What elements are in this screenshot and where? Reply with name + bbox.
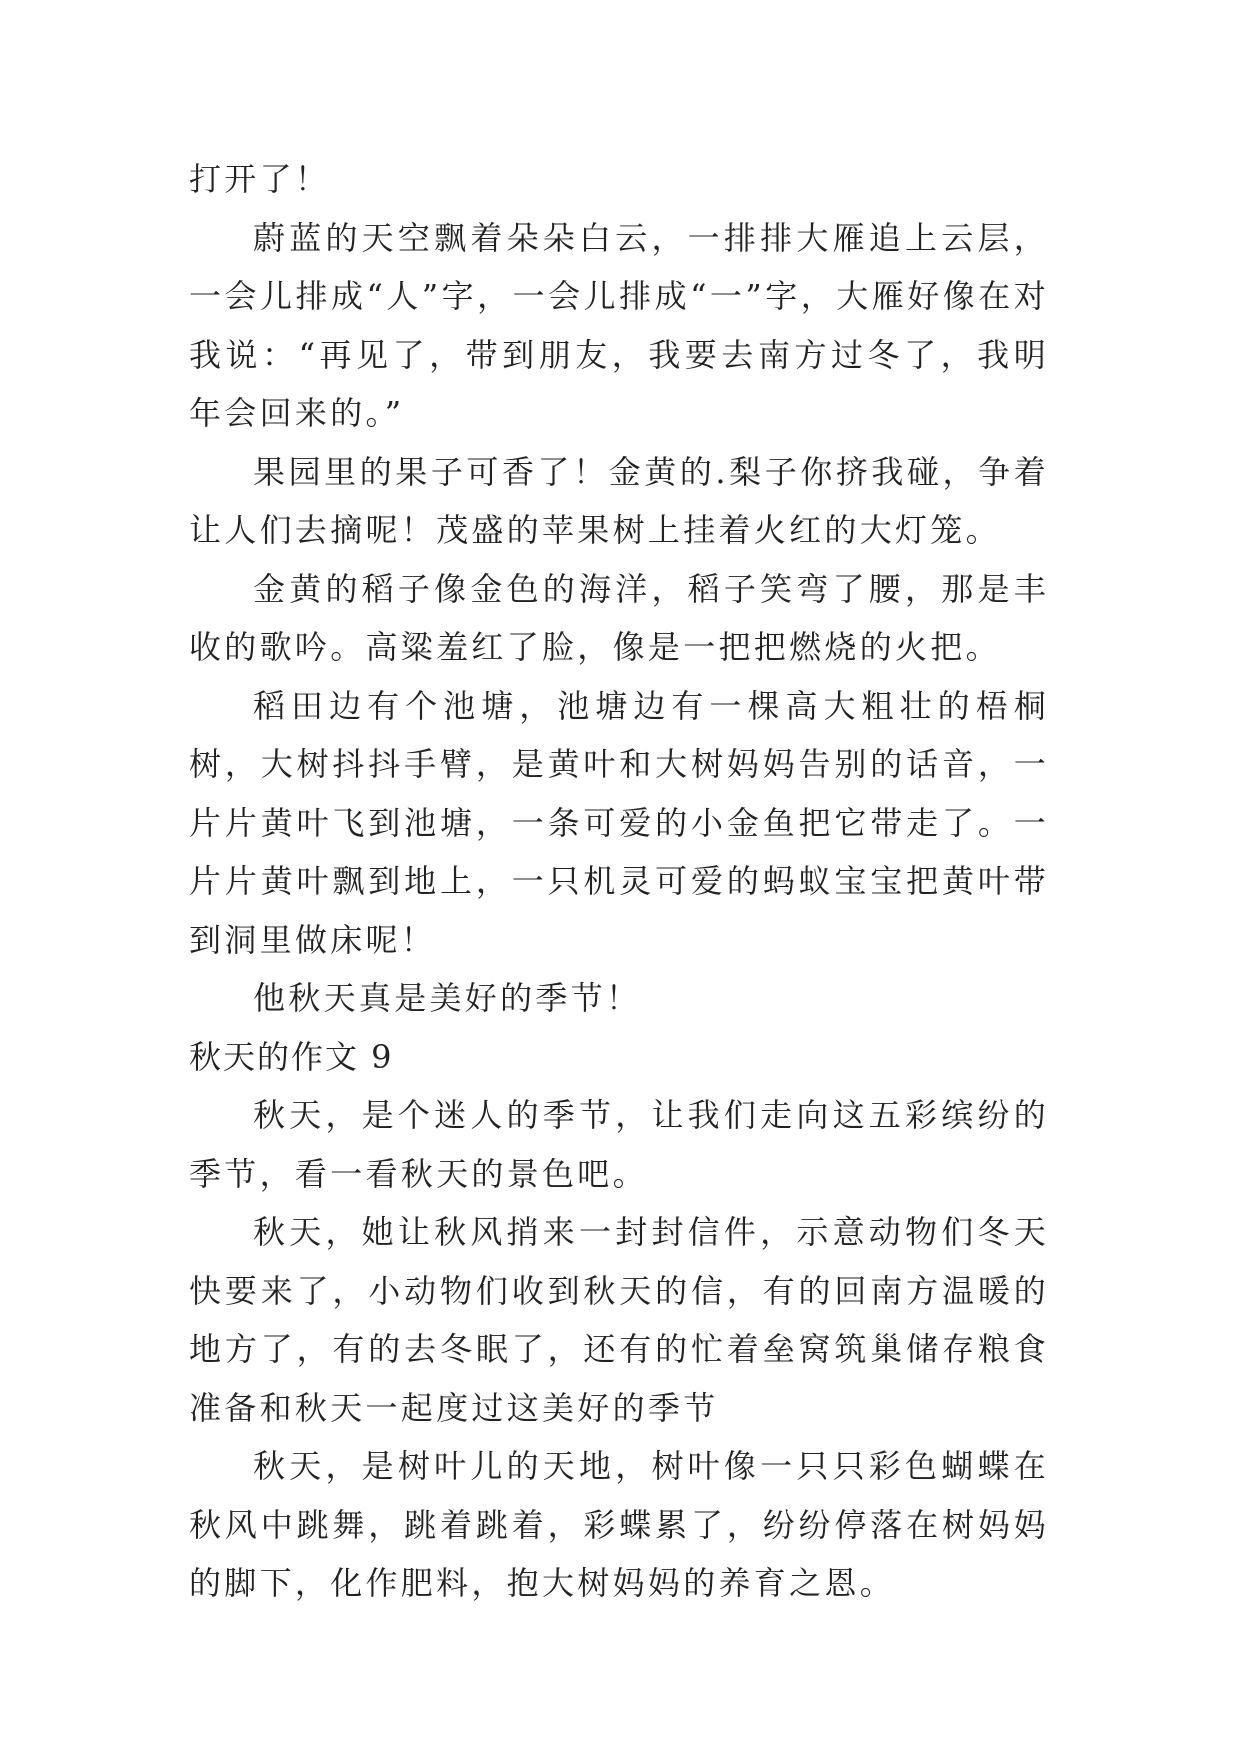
document-page (189, 150, 1049, 1613)
section-title: 秋天的作文 9 (189, 1037, 394, 1076)
paragraph-rice-field: 金黄的稻子像金色的海洋，稻子笑弯了腰，那是丰收的歌吟。高粱羞红了脸，像是一把把燃烧的火把。 (189, 569, 1049, 666)
paragraph-orchard: 果园里的果子可香了！金黄的.梨子你挤我碰，争着让人们去摘呢！茂盛的苹果树上挂着火红的大灯笼。 (189, 452, 1049, 549)
lead-line: 打开了！ (189, 160, 331, 198)
paragraph-wild-geese: 蔚蓝的天空飘着朵朵白云，一排排大雁追上云层，一会儿排成“人”字，一会儿排成“一”字，大雁好像在对我说：“再见了，带到朋友，我要去南方过冬了，我明年会回来的。” (189, 218, 1049, 432)
section-paragraph-leaves: 秋天，是树叶儿的天地，树叶像一只只彩色蝴蝶在秋风中跳舞，跳着跳着，彩蝶累了，纷纷停落在树妈妈的脚下，化作肥料，抱大树妈妈的养育之恩。 (189, 1447, 1049, 1602)
section-paragraph-intro: 秋天，是个迷人的季节，让我们走向这五彩缤纷的季节，看一看秋天的景色吧。 (189, 1096, 1049, 1193)
paragraph-pond: 稻田边有个池塘，池塘边有一棵高大粗壮的梧桐树，大树抖抖手臂，是黄叶和大树妈妈告别的话音，一片片黄叶飞到池塘，一条可爱的小金鱼把它带走了。一片片黄叶飘到地上，一只机灵可爱的蚂蚁宝宝把黄叶带到洞里做床呢！ (189, 686, 1049, 959)
section-paragraph-animals: 秋天，她让秋风捎来一封封信件，示意动物们冬天快要来了，小动物们收到秋天的信，有的回南方温暖的地方了，有的去冬眠了，还有的忙着垒窝筑巢储存粮食准备和秋天一起度过这美好的季节 (189, 1213, 1049, 1427)
paragraph-closing: 他秋天真是美好的季节！ (253, 979, 642, 1017)
